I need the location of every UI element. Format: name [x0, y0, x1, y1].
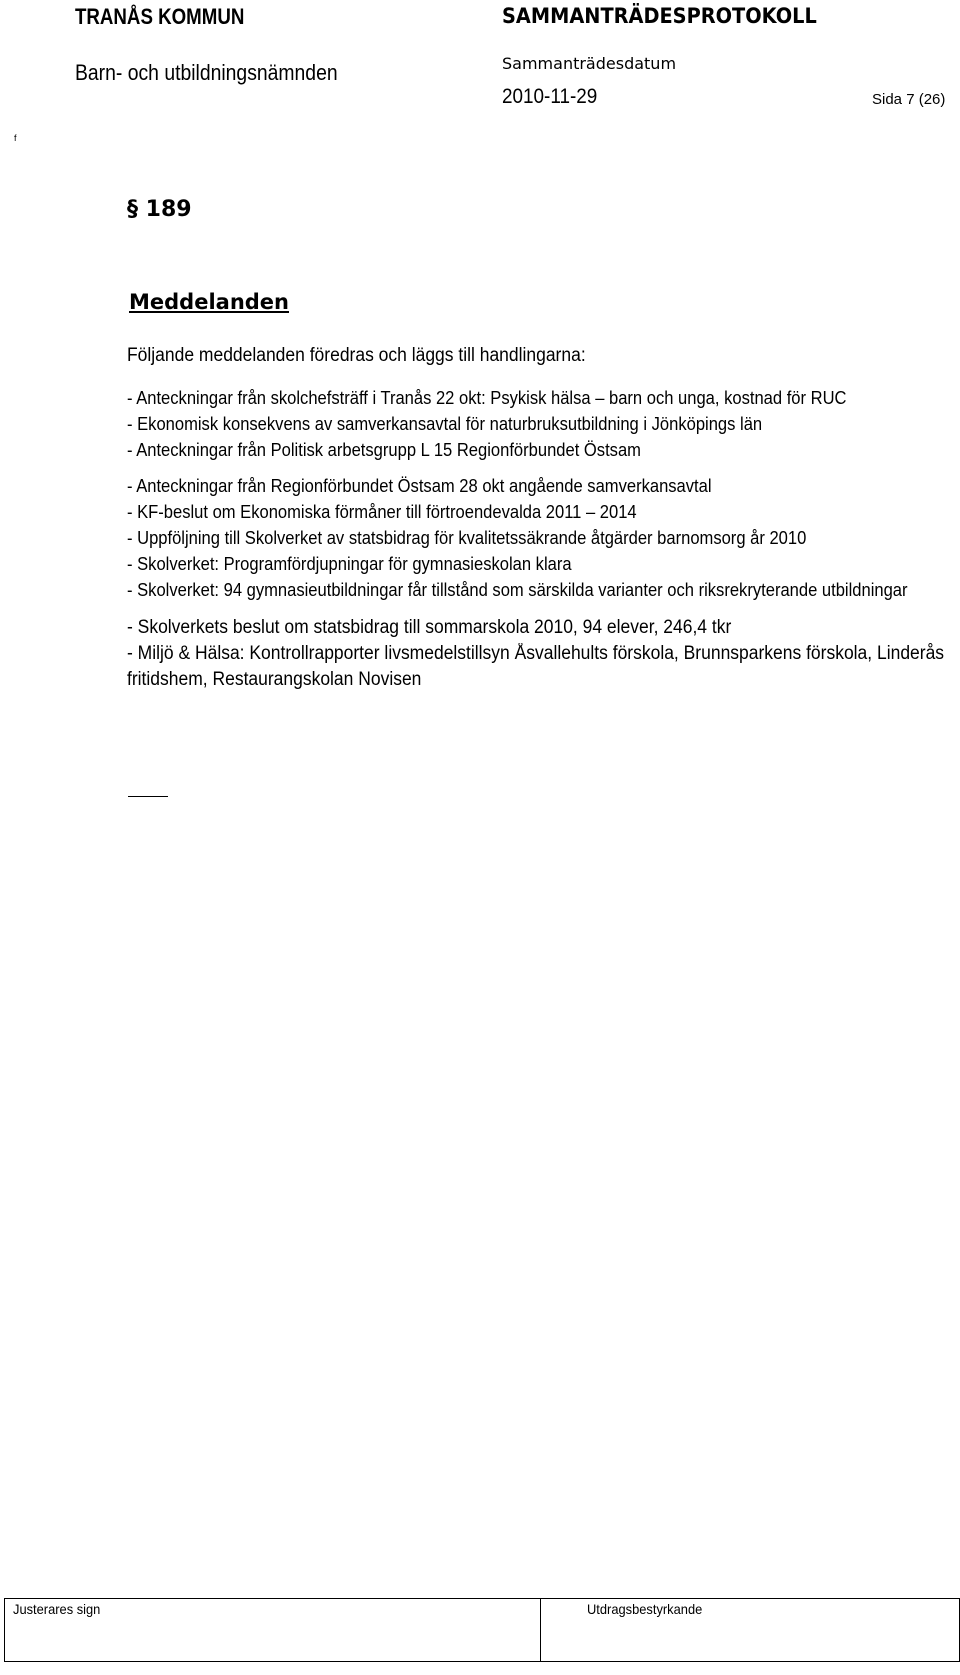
certification-label: Utdragsbestyrkande	[587, 1601, 703, 1617]
section-title: Meddelanden	[129, 290, 289, 314]
list-item: - Skolverkets beslut om statsbidrag till sommarskola 2010, 94 elever, 246,4 tkr	[127, 617, 732, 638]
header-date-label: Sammanträdesdatum	[502, 54, 677, 73]
announcement-list	[127, 385, 957, 693]
signature-footer	[4, 1598, 960, 1662]
header-doc-type: SAMMANTRÄDESPROTOKOLL	[502, 4, 817, 28]
list-item: - Skolverket: Programfördjupningar för gymnasieskolan klara	[127, 554, 572, 574]
list-item: - Anteckningar från Regionförbundet Östsam 28 okt angående samverkansavtal	[127, 476, 712, 496]
header-page-number: Sida 7 (26)	[872, 91, 946, 108]
header-date: 2010-11-29	[502, 85, 598, 108]
section-intro: Följande meddelanden föredras och läggs till handlingarna:	[127, 345, 586, 366]
end-rule	[128, 796, 168, 797]
certification-cell	[541, 1599, 959, 1661]
list-item: - Anteckningar från skolchefsträff i Tranås 22 okt: Psykisk hälsa – barn och unga, kostnad för RUC	[127, 388, 847, 408]
header-org: TRANÅS KOMMUN	[75, 4, 245, 29]
header-board: Barn- och utbildningsnämnden	[75, 60, 338, 85]
adjuster-label: Justerares sign	[13, 1601, 101, 1617]
margin-marker: f	[14, 133, 17, 143]
list-item: - Anteckningar från Politisk arbetsgrupp L 15 Regionförbundet Östsam	[127, 440, 641, 460]
paragraph-number: § 189	[127, 197, 192, 222]
list-item: - Skolverket: 94 gymnasieutbildningar får tillstånd som särskilda varianter och riksrekryterande utbildningar	[127, 580, 908, 600]
list-item: - Ekonomisk konsekvens av samverkansavtal för naturbruksutbildning i Jönköpings län	[127, 414, 763, 434]
adjuster-cell	[5, 1599, 541, 1661]
list-item: - Uppföljning till Skolverket av statsbidrag för kvalitetssäkrande åtgärder barnomsorg år 2010	[127, 528, 807, 548]
list-item: - Miljö & Hälsa: Kontrollrapporter livsmedelstillsyn Åsvallehults förskola, Brunnsparkens förskola, Linderås fritidshem, Restaurangskolan Novisen	[127, 643, 945, 690]
list-item: - KF-beslut om Ekonomiska förmåner till förtroendevalda 2011 – 2014	[127, 502, 637, 522]
